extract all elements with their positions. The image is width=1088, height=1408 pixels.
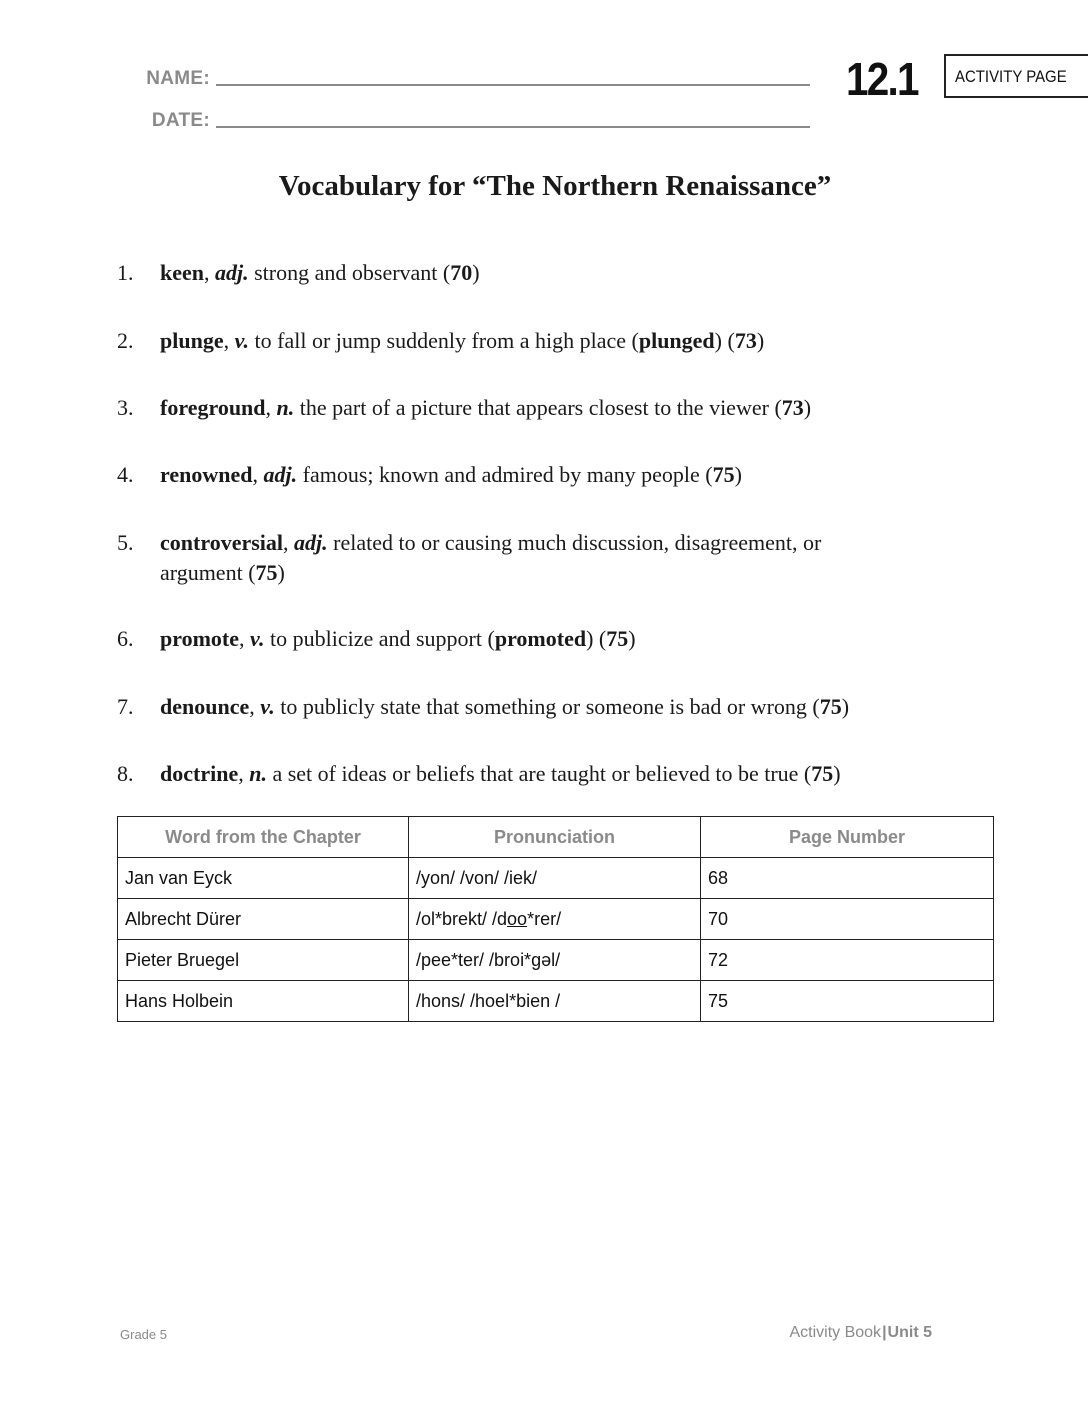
name-line[interactable]	[216, 84, 810, 86]
vocab-item	[117, 258, 937, 288]
page-title: Vocabulary for “The Northern Renaissance”	[278, 170, 832, 202]
cell-page: 75	[701, 981, 994, 1022]
vocab-pos: adj.	[215, 260, 249, 285]
vocab-number: 7.	[117, 694, 134, 719]
cell-page: 72	[701, 940, 994, 981]
vocab-definition: to publicize and support	[269, 626, 482, 651]
vocab-number: 6.	[117, 626, 134, 651]
vocab-pos: n.	[249, 761, 267, 786]
vocab-word: denounce	[160, 694, 250, 719]
vocab-entry: denounce, v. to publicly state that something or someone is bad or wrong (75)	[160, 694, 850, 719]
grade-label: Grade 5	[120, 1327, 167, 1342]
table-row	[118, 940, 994, 981]
vocab-page: 73	[734, 328, 757, 353]
vocab-pos: v.	[250, 626, 265, 651]
footer-book-info	[789, 1324, 932, 1342]
vocab-entry: keen, adj. strong and observant (70)	[160, 260, 480, 285]
vocab-number: 2.	[117, 328, 134, 353]
vocab-page: 75	[712, 462, 735, 487]
vocab-word: promote	[160, 626, 240, 651]
vocab-item	[117, 759, 937, 789]
footer-separator: |	[882, 1324, 887, 1341]
vocab-page: 70	[450, 260, 473, 285]
pron-underlined-part: oo	[507, 908, 528, 929]
vocab-item	[117, 528, 877, 588]
cell-page: 68	[701, 858, 994, 899]
date-line[interactable]	[216, 126, 810, 128]
vocab-number: 3.	[117, 395, 134, 420]
vocab-page: 75	[811, 761, 834, 786]
vocab-entry: renowned, adj. famous; known and admired by many people (75)	[160, 462, 742, 487]
footer-unit: Unit 5	[887, 1324, 932, 1341]
vocab-definition: to fall or jump suddenly from a high place	[254, 328, 627, 353]
vocab-definition: strong and observant	[254, 260, 438, 285]
vocab-pos: v.	[234, 328, 250, 353]
vocab-word: renowned	[160, 462, 253, 487]
vocab-number: 1.	[117, 260, 134, 285]
pronunciation-table	[117, 816, 994, 1022]
vocab-word: keen	[160, 260, 204, 285]
vocab-item	[117, 692, 937, 722]
vocab-definition: related to or causing much discussion, disagreement, or argument	[160, 530, 822, 585]
vocab-pos: adj.	[294, 530, 328, 555]
vocab-definition: a set of ideas or beliefs that are taught or believed to be true	[272, 761, 799, 786]
table-row	[118, 981, 994, 1022]
pron-part: /ol*brekt/ /d	[416, 908, 508, 929]
vocab-entry: promote, v. to publicize and support (promoted) (75)	[160, 626, 636, 651]
vocab-pos: v.	[260, 694, 275, 719]
activity-number: 12.1	[846, 53, 918, 105]
vocab-page: 75	[606, 626, 629, 651]
vocab-definition: famous; known and admired by many people	[302, 462, 700, 487]
vocab-entry: doctrine, n. a set of ideas or beliefs that are taught or believed to be true (75)	[160, 761, 841, 786]
vocab-page: 73	[781, 395, 804, 420]
cell-pronunciation	[409, 899, 701, 940]
vocab-forms: plunged	[638, 328, 715, 353]
vocab-number: 8.	[117, 761, 134, 786]
vocab-word: doctrine	[160, 761, 239, 786]
table-row	[118, 899, 994, 940]
vocab-item	[117, 393, 937, 423]
vocab-forms: promoted	[494, 626, 587, 651]
cell-page: 70	[701, 899, 994, 940]
pron-part: *rer/	[527, 908, 562, 929]
activity-page-box	[944, 54, 1088, 98]
cell-pronunciation: /yon/ /von/ /iek/	[409, 858, 701, 899]
header-page-number: Page Number	[701, 817, 994, 858]
date-label: DATE:	[151, 110, 210, 131]
cell-word: Albrecht Dürer	[118, 899, 409, 940]
cell-pronunciation: /pee*ter/ /broi*gəl/	[409, 940, 701, 981]
name-label: NAME:	[146, 68, 210, 89]
vocab-page: 75	[255, 560, 278, 585]
table-row	[118, 858, 994, 899]
vocab-word: foreground	[160, 395, 266, 420]
vocab-item	[117, 624, 937, 654]
vocab-definition: the part of a picture that appears closest to the viewer	[299, 395, 769, 420]
cell-word: Jan van Eyck	[118, 858, 409, 899]
footer-book: Activity Book	[789, 1324, 882, 1341]
vocab-word: controversial	[160, 530, 284, 555]
vocab-item	[117, 326, 937, 356]
activity-page-label: ACTIVITY PAGE	[955, 67, 1067, 86]
vocab-page: 75	[819, 694, 842, 719]
cell-word: Pieter Bruegel	[118, 940, 409, 981]
vocab-entry: plunge, v. to fall or jump suddenly from a high place (plunged) (73)	[160, 328, 765, 353]
vocab-number: 5.	[117, 530, 134, 555]
table-header-row	[118, 817, 994, 858]
vocab-number: 4.	[117, 462, 134, 487]
vocab-entry: controversial, adj. related to or causing much discussion, disagreement, or argument (75)	[160, 530, 822, 585]
cell-word: Hans Holbein	[118, 981, 409, 1022]
vocab-item	[117, 460, 937, 490]
vocab-pos: adj.	[263, 462, 298, 487]
cell-pronunciation: /hons/ /hoel*bien /	[409, 981, 701, 1022]
vocab-pos: n.	[276, 395, 295, 420]
vocab-entry: foreground, n. the part of a picture that appears closest to the viewer (73)	[160, 395, 812, 420]
header-pronunciation: Pronunciation	[409, 817, 701, 858]
vocab-word: plunge	[160, 328, 224, 353]
vocab-definition: to publicly state that something or someone is bad or wrong	[280, 694, 807, 719]
header-word: Word from the Chapter	[118, 817, 409, 858]
